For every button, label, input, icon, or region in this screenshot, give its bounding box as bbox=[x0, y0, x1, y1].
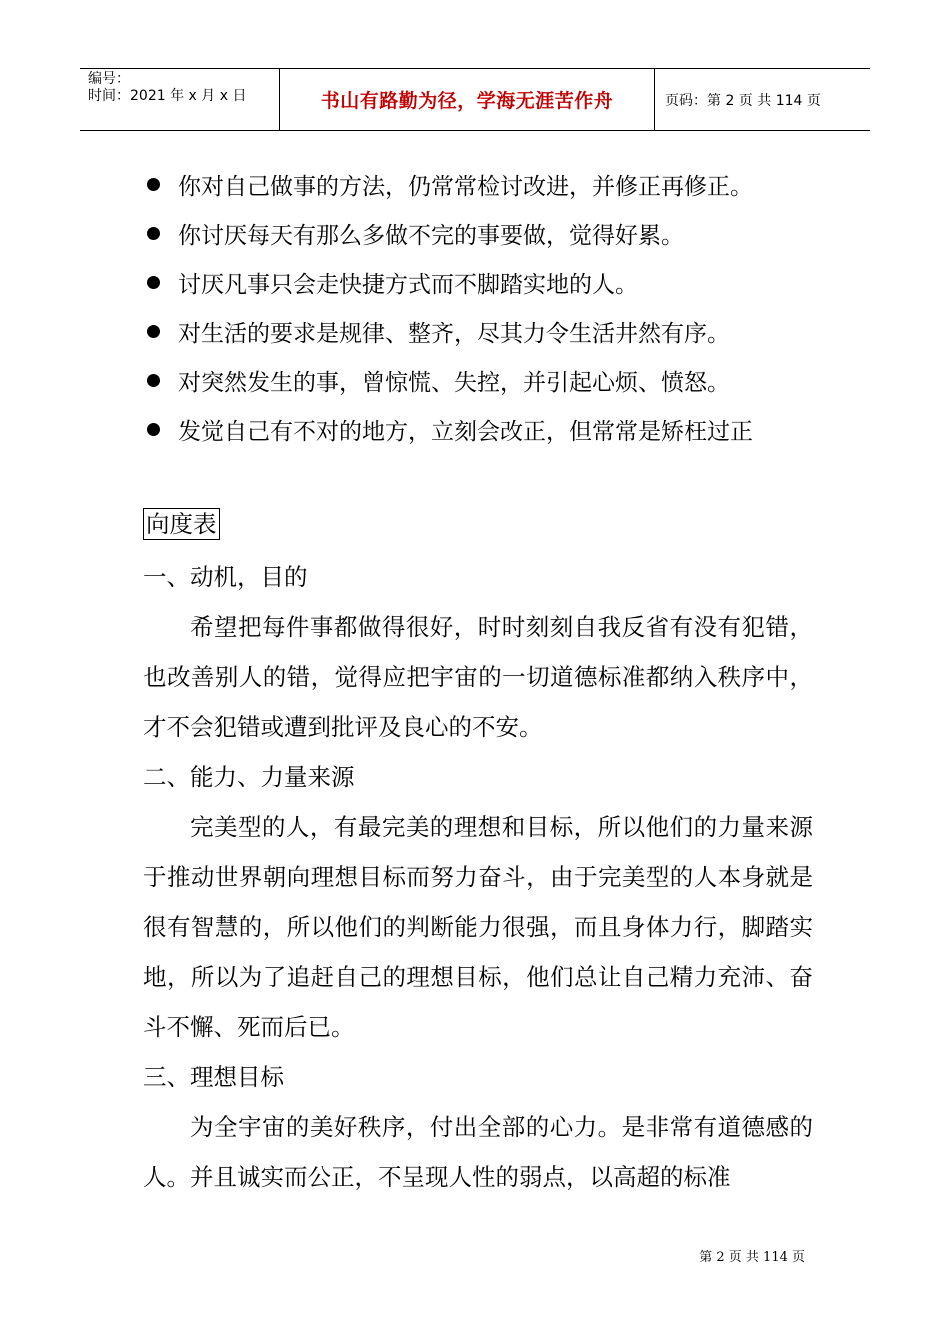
bullet-list bbox=[143, 160, 823, 454]
bullet-dot-icon bbox=[147, 276, 160, 289]
bullet-item bbox=[143, 356, 823, 405]
bullet-dot-icon bbox=[147, 423, 160, 436]
bullet-text: 你讨厌每天有那么多做不完的事要做，觉得好累。 bbox=[178, 223, 684, 249]
header-motto: 书山有路勤为径，学海无涯苦作舟 bbox=[280, 69, 655, 130]
bullet-item bbox=[143, 160, 823, 209]
bullet-text: 对突然发生的事，曾惊慌、失控，并引起心烦、愤怒。 bbox=[178, 370, 730, 396]
section-heading-motivation: 一、动机，目的 bbox=[143, 563, 308, 591]
bullet-text: 发觉自己有不对的地方，立刻会改正，但常常是矫枉过正 bbox=[178, 419, 753, 445]
header-meta bbox=[80, 69, 280, 130]
section-paragraph-motivation: 希望把每件事都做得很好，时时刻刻自我反省有没有犯错，也改善别人的错，觉得应把宇宙的一切道德标准都纳入秩序中，才不会犯错或遭到批评及良心的不安。 bbox=[143, 613, 813, 741]
bullet-dot-icon bbox=[147, 227, 160, 240]
bullet-text: 讨厌凡事只会走快捷方式而不脚踏实地的人。 bbox=[178, 272, 638, 298]
section-paragraph-ability: 完美型的人，有最完美的理想和目标，所以他们的力量来源于推动世界朝向理想目标而努力奋斗，由于完美型的人本身就是很有智慧的，所以他们的判断能力很强，而且身体力行，脚踏实地，所以为了追赶自己的理想目标，他们总让自己精力充沛、奋斗不懈、死而后已。 bbox=[143, 813, 813, 1041]
bullet-dot-icon bbox=[147, 178, 160, 191]
section-heading-ability: 二、能力、力量来源 bbox=[143, 763, 355, 791]
bullet-item bbox=[143, 307, 823, 356]
section-title: 向度表 bbox=[143, 508, 220, 540]
serial-label: 编号： bbox=[88, 71, 130, 87]
bullet-text: 你对自己做事的方法，仍常常检讨改进，并修正再修正。 bbox=[178, 174, 753, 200]
bullet-text: 对生活的要求是规律、整齐，尽其力令生活井然有序。 bbox=[178, 321, 730, 347]
main-content bbox=[143, 508, 813, 1202]
bullet-dot-icon bbox=[147, 374, 160, 387]
page-header bbox=[80, 68, 870, 131]
page-footer: 第 2 页 共 114 页 bbox=[699, 1250, 805, 1265]
header-page-info: 页码：第 2 页 共 114 页 bbox=[665, 92, 821, 109]
date-label: 时间：2021 年 x 月 x 日 bbox=[88, 88, 247, 104]
section-heading-ideal-goal: 三、理想目标 bbox=[143, 1063, 284, 1091]
bullet-item bbox=[143, 258, 823, 307]
bullet-item bbox=[143, 209, 823, 258]
section-paragraph-ideal-goal: 为全宇宙的美好秩序，付出全部的心力。是非常有道德感的人。并且诚实而公正，不呈现人性的弱点，以高超的标准 bbox=[143, 1113, 813, 1191]
bullet-item bbox=[143, 405, 823, 454]
bullet-dot-icon bbox=[147, 325, 160, 338]
